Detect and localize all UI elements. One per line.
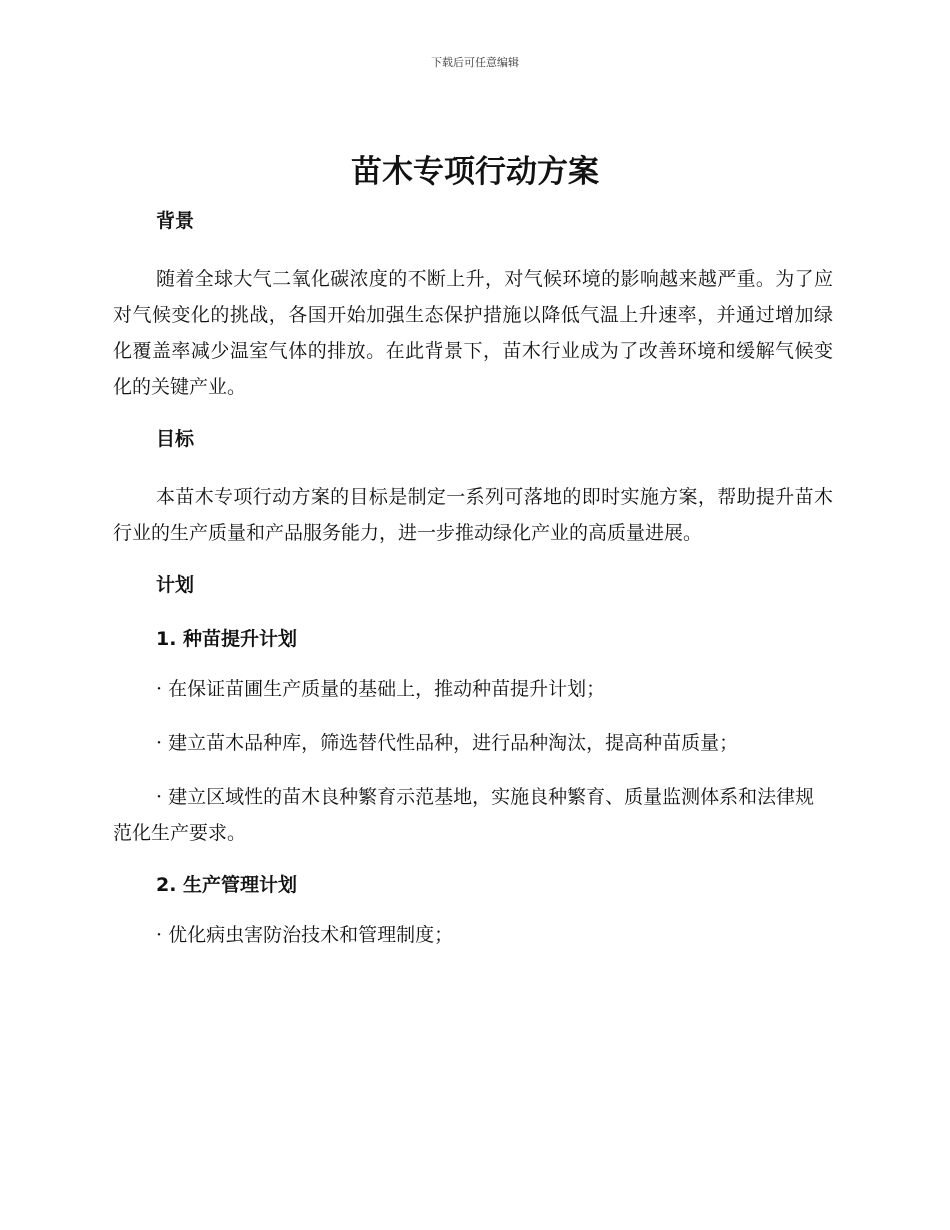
section-heading-background: 背景 [156, 210, 195, 232]
list-item: · 建立苗木品种库，筛选替代性品种，进行品种淘汰，提高种苗质量； [156, 732, 739, 754]
subsection-heading-plan1: 1. 种苗提升计划 [156, 628, 298, 650]
section-heading-plan: 计划 [156, 574, 195, 596]
document-body [113, 207, 833, 953]
paragraph-background: 随着全球大气二氧化碳浓度的不断上升，对气候环境的影响越来越严重。为了应对气候变化的挑战，各国开始加强生态保护措施以降低气温上升速率，并通过增加绿化覆盖率减少温室气体的排放。在此背景下，苗木行业成为了改善环境和缓解气候变化的关键产业。 [113, 268, 833, 398]
list-item: · 优化病虫害防治技术和管理制度； [156, 924, 454, 946]
list-item: · 建立区域性的苗木良种繁育示范基地，实施良种繁育、质量监测体系和法律规范化生产要求。 [113, 786, 815, 844]
header-note: 下载后可任意编辑 [431, 56, 519, 69]
document-title: 苗木专项行动方案 [351, 154, 599, 190]
paragraph-goal: 本苗木专项行动方案的目标是制定一系列可落地的即时实施方案，帮助提升苗木行业的生产质量和产品服务能力，进一步推动绿化产业的高质量进展。 [113, 486, 833, 544]
section-heading-goal: 目标 [156, 428, 195, 450]
list-item: · 在保证苗圃生产质量的基础上，推动种苗提升计划； [156, 678, 606, 700]
subsection-heading-plan2: 2. 生产管理计划 [156, 874, 298, 896]
